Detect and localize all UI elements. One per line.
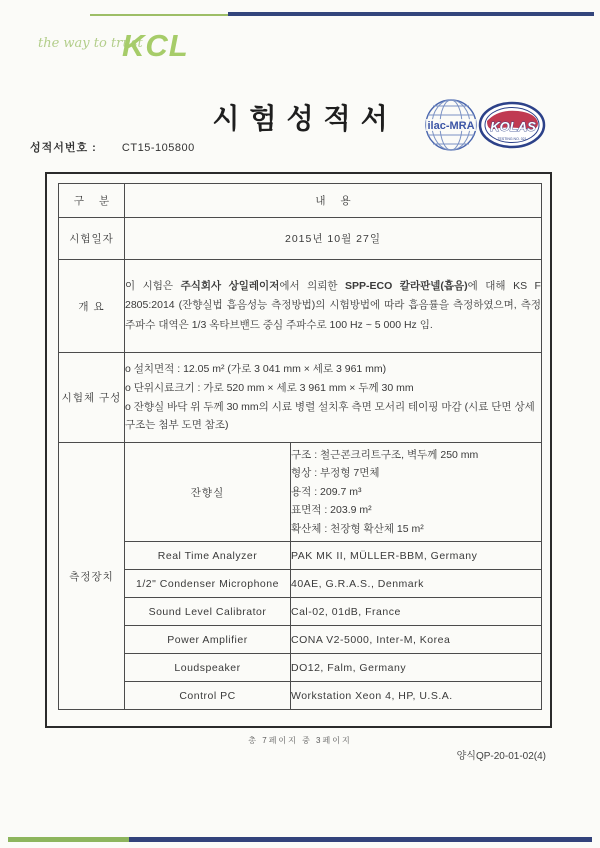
top-rule-blue (228, 12, 594, 16)
specimen-details (125, 353, 542, 443)
page-count-info: 총 7페이지 중 3페이지 (248, 736, 352, 745)
table-row-test-date (59, 218, 542, 260)
device-value: Workstation Xeon 4, HP, U.S.A. (291, 682, 542, 710)
table-row-reverb-room (59, 443, 542, 542)
reverb-room-line: 형상 : 부정형 7면체 (291, 467, 380, 480)
device-value: DO12, Falm, Germany (291, 654, 542, 682)
logo-tagline: the way to trust (38, 36, 143, 51)
reverb-room-line: 구조 : 철근콘크리트구조, 벽두께 250 mm (291, 449, 479, 462)
device-name: Sound Level Calibrator (125, 598, 291, 626)
page-title: 시험성적서 (212, 103, 398, 134)
table-row-overview (59, 260, 542, 353)
test-date-label: 시험일자 (59, 218, 125, 260)
report-number-value: CT15-105800 (121, 142, 195, 154)
devices-label: 측정장치 (59, 443, 125, 710)
certification-stamps (424, 96, 546, 152)
top-rule-green (90, 14, 228, 16)
table-row-specimen (59, 353, 542, 443)
overview-text-part: 이 시험은 (125, 279, 181, 292)
device-value: CONA V2-5000, Inter-M, Korea (291, 626, 542, 654)
report-number (30, 139, 195, 155)
device-name: Real Time Analyzer (125, 542, 291, 570)
overview-text-part: 에 대해 KS F 2805:2014 (잔향실법 흡음성능 측정방법)의 시험방법에 따라 흡음률을 측정하였으며, 측정 주파수 대역은 1/3 옥타브밴드 중심 주파수로 100 Hz ~ 5 000 Hz 임. (125, 279, 541, 331)
bottom-rule-green (8, 837, 129, 842)
device-name: 1/2" Condenser Microphone (125, 570, 291, 598)
svg-text:TESTING NO. 021: TESTING NO. 021 (497, 137, 527, 141)
test-date-value: 2015년 10월 27일 (125, 218, 542, 260)
overview-label: 개 요 (59, 260, 125, 353)
table-row-device (59, 570, 542, 598)
specimen-line: o 설치면적 : 12.05 m² (가로 3 041 mm × 세로 3 961 mm) (125, 362, 387, 375)
report-table-frame (45, 172, 552, 728)
specimen-line: o 잔향실 바닥 위 두께 30 mm의 시료 병렬 설치후 측면 모서리 테이핑 마감 (시료 단면 상세구조는 첨부 도면 참조) (125, 400, 535, 432)
device-name: Power Amplifier (125, 626, 291, 654)
device-name: Loudspeaker (125, 654, 291, 682)
overview-client-name: 주식회사 상일레이저 (180, 279, 280, 292)
specimen-label: 시험체 구성 (59, 353, 125, 443)
report-table (58, 183, 542, 710)
overview-text (125, 260, 542, 353)
table-row-header (59, 184, 542, 218)
device-value: PAK MK II, MÜLLER-BBM, Germany (291, 542, 542, 570)
ilac-mra-stamp-icon (424, 98, 478, 152)
device-value: 40AE, G.R.A.S., Denmark (291, 570, 542, 598)
table-row-device (59, 598, 542, 626)
table-row-device (59, 626, 542, 654)
report-number-label: 성적서번호 : (30, 142, 97, 154)
reverb-room-line: 표면적 : 203.9 m² (291, 504, 372, 517)
table-row-device (59, 542, 542, 570)
reverb-room-name: 잔향실 (125, 443, 291, 542)
overview-product-name: SPP-ECO 칼라판넬(흡음) (345, 279, 468, 292)
device-name: Control PC (125, 682, 291, 710)
kcl-logo-text: KCL (122, 28, 189, 63)
reverb-room-line: 확산체 : 천장형 확산체 15 m² (291, 522, 424, 535)
form-number: 양식QP-20-01-02(4) (456, 751, 546, 762)
overview-text-part: 에서 의뢰한 (279, 279, 346, 292)
header-category: 구 분 (59, 184, 125, 218)
table-row-device (59, 654, 542, 682)
kolas-stamp-icon (478, 101, 546, 149)
reverb-room-specs (291, 443, 542, 542)
table-row-device (59, 682, 542, 710)
svg-text:KOLAS: KOLAS (490, 119, 536, 134)
bottom-rule-blue (129, 837, 592, 842)
svg-text:ilac-MRA: ilac-MRA (427, 120, 475, 132)
header-content: 내 용 (125, 184, 542, 218)
device-value: Cal-02, 01dB, France (291, 598, 542, 626)
reverb-room-line: 용적 : 209.7 m³ (291, 485, 362, 498)
specimen-line: o 단위시료크기 : 가로 520 mm × 세로 3 961 mm × 두께 30 mm (125, 381, 414, 394)
